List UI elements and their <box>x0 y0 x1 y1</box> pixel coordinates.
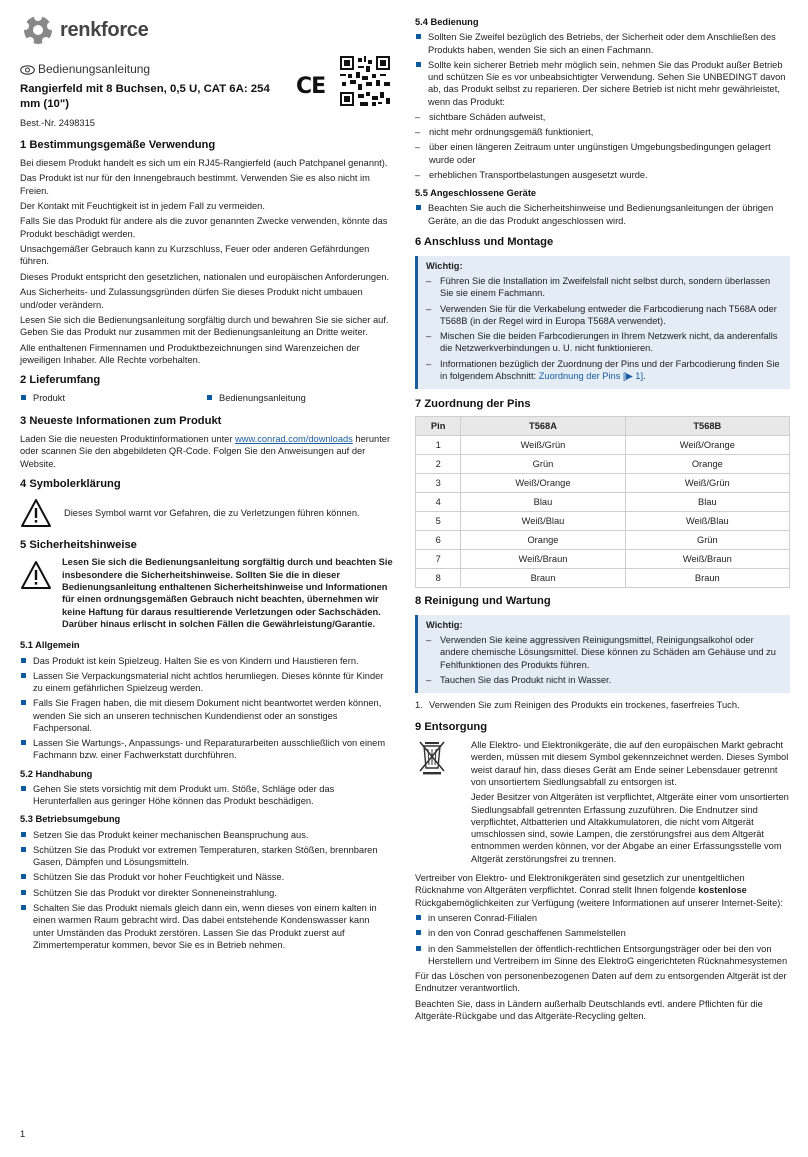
cell: Orange <box>461 530 625 549</box>
section-5-4 <box>415 16 790 181</box>
cell: 3 <box>416 473 461 492</box>
cell: Weiß/Braun <box>461 549 625 568</box>
right-column <box>415 16 790 1026</box>
paragraph <box>415 872 790 909</box>
section-1 <box>20 138 393 366</box>
pin-table <box>415 416 790 588</box>
paragraph: Der Kontakt mit Feuchtigkeit ist in jedem Fall zu vermeiden. <box>20 200 265 211</box>
cell: 7 <box>416 549 461 568</box>
cell: Weiß/Braun <box>625 549 789 568</box>
header-block <box>20 62 393 134</box>
paragraph: Für das Löschen von personenbezogenen Daten auf dem zu entsorgenden Altgerät ist der Endnutzer verantwortlich. <box>415 971 787 994</box>
section-7-title: 7 Zuordnung der Pins <box>415 398 531 411</box>
dash-item: – sichtbare Schäden aufweist, <box>415 111 790 123</box>
list-item: Sollten Sie Zweifel bezüglich des Betriebs, der Sicherheit oder dem Anschließen des Produkts haben, wenden Sie sich an einen Fachmann. <box>415 31 790 56</box>
cell: Weiß/Orange <box>625 435 789 454</box>
section-5-5-title: 5.5 Angeschlossene Geräte <box>415 188 537 199</box>
cell: Orange <box>625 454 789 473</box>
cell: Weiß/Grün <box>625 473 789 492</box>
note-title: Wichtig: <box>426 260 463 271</box>
paragraph: Unsachgemäßer Gebrauch kann zu Kurzschluss, Feuer oder anderen Gefährdungen führen. <box>20 244 370 267</box>
table-row <box>416 511 790 530</box>
cell: Weiß/Blau <box>625 511 789 530</box>
list-item: Produkt <box>20 392 206 404</box>
cell: 2 <box>416 454 461 473</box>
manual-label-row <box>20 62 393 78</box>
list-item: Das Produkt ist kein Spielzeug. Halten Sie es von Kindern und Haustieren fern. <box>20 655 393 667</box>
table-header: T568A <box>461 416 625 435</box>
list-item: Schützen Sie das Produkt vor extremen Temperaturen, starken Stößen, brennbaren Gasen, Dämpfen und Lösungsmitteln. <box>20 844 393 869</box>
paragraph: Dieses Produkt entspricht den gesetzlichen, nationalen und europäischen Anforderungen. <box>20 271 390 282</box>
pin-section-link[interactable]: Zuordnung der Pins [▶ 1] <box>538 370 644 381</box>
disposal-text <box>471 739 790 868</box>
list-item: in den von Conrad geschaffenen Sammelstellen <box>415 927 790 939</box>
list-item: Schützen Sie das Produkt vor direkter Sonneneinstrahlung. <box>20 887 393 899</box>
cell: Grün <box>625 530 789 549</box>
table-row <box>416 473 790 492</box>
section-5-5 <box>415 187 790 227</box>
dash-item: – erheblichen Transportbelastungen ausgesetzt wurde. <box>415 169 790 181</box>
safety-warning: Lesen Sie sich die Bedienungsanleitung sorgfältig durch und beachten Sie insbesondere die Sicherheitshinweise. Sollten Sie die in dieser Bedienungsanleitung enthaltenen Sicherheitshinweise und Informationen für einen ordnungsgemäßen Gebrauch nicht beachten, übernehmen wir keine Haftung für daraus resultierende Verletzungen oder Sachschäden. Darüber hinaus erlischt in solchen Fällen die Gewährleistung/Garantie. <box>62 557 393 629</box>
important-note <box>415 256 790 389</box>
cell: Weiß/Grün <box>461 435 625 454</box>
cell: 8 <box>416 568 461 587</box>
brand-name: renkforce <box>60 18 149 41</box>
list-item: Falls Sie Fragen haben, die mit diesem Dokument nicht beantwortet werden können, wenden Sie sich an unseren technischen Kundendienst oder an sonstiges Fachpersonal. <box>20 697 393 734</box>
section-9 <box>415 720 790 1022</box>
text: Informationen bezüglich der Zuordnung der Pins und der Farbcodierung finden Sie in folgendem Abschnitt: <box>440 358 780 381</box>
text: Laden Sie die neuesten Produktinformationen unter <box>20 434 236 445</box>
list-item: Bedienungsanleitung <box>206 392 306 404</box>
paragraph: Alle enthaltenen Firmennamen und Produktbezeichnungen sind Warenzeichen der jeweiligen Inhaber. Alle Rechte vorbehalten. <box>20 342 360 365</box>
step-number: 1. <box>415 700 423 711</box>
symbol-description: Dieses Symbol warnt vor Gefahren, die zu Verletzungen führen können. <box>64 507 360 518</box>
paragraph: Falls Sie das Produkt für andere als die zuvor genannten Zwecke verwenden, könnte das Produkt beschädigt werden. <box>20 216 388 239</box>
cell: Weiß/Blau <box>461 511 625 530</box>
product-title: Rangierfeld mit 8 Buchsen, 0,5 U, CAT 6A: 254 mm (10") <box>20 82 270 111</box>
paragraph: Bei diesem Produkt handelt es sich um ein RJ45-Rangierfeld (auch Patchpanel genannt). <box>20 157 388 168</box>
section-5-1-title: 5.1 Allgemein <box>20 640 80 651</box>
cell: Blau <box>625 492 789 511</box>
list-item: Setzen Sie das Produkt keiner mechanischen Beanspruchung aus. <box>20 829 393 841</box>
section-1-title: 1 Bestimmungsgemäße Verwendung <box>20 139 216 151</box>
paragraph: Aus Sicherheits- und Zulassungsgründen dürfen Sie dieses Produkt nicht umbauen und/oder verändern. <box>20 287 363 310</box>
table-row <box>416 454 790 473</box>
list-item: Beachten Sie auch die Sicherheitshinweise und Bedienungsanleitungen der übrigen Geräte, an die das Produkt angeschlossen wird. <box>415 202 790 227</box>
cell: Grün <box>461 454 625 473</box>
ce-mark: CE <box>296 74 326 99</box>
table-row <box>416 492 790 511</box>
section-5-2 <box>20 768 393 808</box>
downloads-link[interactable]: www.conrad.com/downloads <box>235 434 353 445</box>
page-number: 1 <box>20 1129 26 1139</box>
table-row <box>416 568 790 587</box>
section-5-2-title: 5.2 Handhabung <box>20 768 93 779</box>
list-item: Sollte kein sicherer Betrieb mehr möglich sein, nehmen Sie das Produkt außer Betrieb und schützen Sie es vor unbeabsichtigter Verwendung. Sehen Sie UNBEDINGT davon ab, das Produkt selbst zu reparieren. Der sichere Betrieb ist nicht mehr gewährleistet, wenn das Produkt: <box>415 59 790 108</box>
text: Vertreiber von Elektro- und Elektronikgeräten sind gesetzlich zur unentgeltlichen Rücknahme von Altgeräten verpflichtet. Conrad stellt Ihnen folgende <box>415 873 745 896</box>
section-2 <box>20 373 393 410</box>
section-4-title: 4 Symbolerklärung <box>20 477 121 490</box>
section-5-3 <box>20 813 393 951</box>
paragraph: Beachten Sie, dass in Ländern außerhalb Deutschlands evtl. andere Pflichten für die Altgeräte-Rückgabe und das Altgeräte-Recycling gelten. <box>415 998 763 1022</box>
dash-item: – Mischen Sie die beiden Farbcodierungen in Ihrem Netzwerk nicht, da anderenfalls die Netzwerkverbindungen u. U. nicht funktionieren. <box>426 330 782 355</box>
eye-icon <box>20 65 35 75</box>
section-5-4-title: 5.4 Bedienung <box>415 17 479 27</box>
dash-item: – über einen längeren Zeitraum unter ungünstigen Umgebungsbedingungen gelagert wurde oder <box>415 141 790 166</box>
dash-item <box>426 358 782 383</box>
list-item: Schalten Sie das Produkt niemals gleich dann ein, wenn dieses von einem kalten in einen warmen Raum gebracht wird. Das dabei entstehende Kondenswasser kann unter Umständen das Produkt zerstören. Lassen Sie das Produkt zuerst auf Zimmertemperatur kommen, bevor Sie es in Betrieb nehmen. <box>20 902 393 951</box>
note-title: Wichtig: <box>426 619 463 630</box>
crossed-bin-icon <box>417 739 447 775</box>
paragraph: Lesen Sie sich die Bedienungsanleitung sorgfältig durch und bewahren Sie sie sicher auf. Geben Sie das Produkt nur zusammen mit der Bedienungsanleitung an Dritte weiter. <box>20 315 389 338</box>
section-7 <box>415 397 790 588</box>
section-5-title: 5 Sicherheitshinweise <box>20 538 137 551</box>
renkforce-logo-icon <box>20 13 56 47</box>
warning-triangle-icon <box>20 498 52 528</box>
order-number: Best.-Nr. 2498315 <box>20 117 95 128</box>
table-header: Pin <box>416 416 461 435</box>
paragraph: Das Produkt ist nur für den Innengebrauch bestimmt. Verwenden Sie es also nicht im Freien. <box>20 173 370 196</box>
section-3-title: 3 Neueste Informationen zum Produkt <box>20 415 222 428</box>
cell: Braun <box>625 568 789 587</box>
dash-item: – Verwenden Sie für die Verkabelung entweder die Farbcodierung nach T568A oder T568B (in der Regel wird in Europa T568A verwendet). <box>426 303 782 328</box>
table-row <box>416 549 790 568</box>
list-item: in unseren Conrad-Filialen <box>415 912 790 924</box>
important-note <box>415 615 790 693</box>
section-9-title: 9 Entsorgung <box>415 721 488 734</box>
step-text: Verwenden Sie zum Reinigen des Produkts ein trockenes, faserfreies Tuch. <box>429 700 740 711</box>
section-5-3-title: 5.3 Betriebsumgebung <box>20 814 121 825</box>
table-row <box>416 530 790 549</box>
dash-item: – Führen Sie die Installation im Zweifelsfall nicht selbst durch, sondern überlassen Sie sie einem Fachmann. <box>426 275 782 300</box>
dash-item: – Verwenden Sie keine aggressiven Reinigungsmittel, Reinigungsalkohol oder andere chemische Lösungsmittel. Diese können zu Schäden am Gehäuse und zu Fehlfunktionen des Produkts führen. <box>426 634 782 671</box>
table-header: T568B <box>625 416 789 435</box>
list-item: in den Sammelstellen der öffentlich-rechtlichen Entsorgungsträger oder bei den von Herstellern und Vertreibern im Sinne des ElektroG eingerichteten Rücknahmesystemen <box>415 943 790 968</box>
section-3 <box>20 414 393 470</box>
text: . <box>643 370 646 381</box>
section-2-title: 2 Lieferumfang <box>20 374 101 387</box>
cell: 5 <box>416 511 461 530</box>
paragraph: Alle Elektro- und Elektronikgeräte, die auf den europäischen Markt gebracht werden, müssen mit diesem Symbol gekennzeichnet werden. Dieses Symbol weist darauf hin, dass dieses Gerät am Ende seiner Lebensdauer getrennt von unsortiertem Siedlungsabfall zu entsorgen ist. <box>471 740 789 787</box>
section-8 <box>415 594 790 711</box>
text: Rückgabemöglichkeiten zur Verfügung (weitere Informationen auf unserer Internet-Seite): <box>415 897 783 908</box>
section-6-title: 6 Anschluss und Montage <box>415 235 554 248</box>
list-item: Lassen Sie Verpackungsmaterial nicht achtlos herumliegen. Dieses könnte für Kinder zu einem gefährlichen Spielzeug werden. <box>20 670 393 695</box>
list-item: Schützen Sie das Produkt vor hoher Feuchtigkeit und Nässe. <box>20 871 393 883</box>
manual-label: Bedienungsanleitung <box>38 62 151 76</box>
warning-triangle-icon <box>20 560 52 590</box>
text: herunter oder scannen Sie den abgebildeten QR-Code. Folgen Sie den Anweisungen auf der Website. <box>20 434 391 469</box>
cell: Blau <box>461 492 625 511</box>
section-4 <box>20 477 393 528</box>
left-column <box>20 0 393 954</box>
dash-item: – nicht mehr ordnungsgemäß funktioniert, <box>415 126 790 138</box>
section-6 <box>415 235 790 389</box>
cell: Braun <box>461 568 625 587</box>
paragraph: Jeder Besitzer von Altgeräten ist verpflichtet, Altgeräte einer vom unsortierten Siedlungsabfall getrennten Erfassung zuzuführen. Die Endnutzer sind verpflichtet, Altbatterien und Altakkumulatoren, die nicht vom Altgerät umschlossen sind, sowie Lampen, die zerstörungsfrei aus dem Altgerät entnommen werden können, vor der Abgabe an einer Erfassungsstelle vom Altgerät zerstörungsfrei zu trennen. <box>471 792 789 864</box>
qr-code-icon[interactable] <box>340 56 390 106</box>
paragraph <box>20 433 393 470</box>
cell: 6 <box>416 530 461 549</box>
section-5 <box>20 538 393 951</box>
section-8-title: 8 Reinigung und Wartung <box>415 594 551 607</box>
list-item: Gehen Sie stets vorsichtig mit dem Produkt um. Stöße, Schläge oder das Herunterfallen aus geringer Höhe können das Produkt beschädigen. <box>20 783 393 808</box>
dash-item: – Tauchen Sie das Produkt nicht in Wasser. <box>426 674 782 686</box>
cleaning-step <box>415 699 790 711</box>
list-item: Lassen Sie Wartungs-, Anpassungs- und Reparaturarbeiten ausschließlich von einem Fachmann bzw. einer Fachwerkstatt durchführen. <box>20 737 393 762</box>
cell: 1 <box>416 435 461 454</box>
delivery-list <box>20 392 393 410</box>
text-bold: kostenlose <box>698 885 747 896</box>
brand-logo <box>20 12 393 48</box>
cell: Weiß/Orange <box>461 473 625 492</box>
section-5-1 <box>20 639 393 761</box>
cell: 4 <box>416 492 461 511</box>
table-row <box>416 435 790 454</box>
